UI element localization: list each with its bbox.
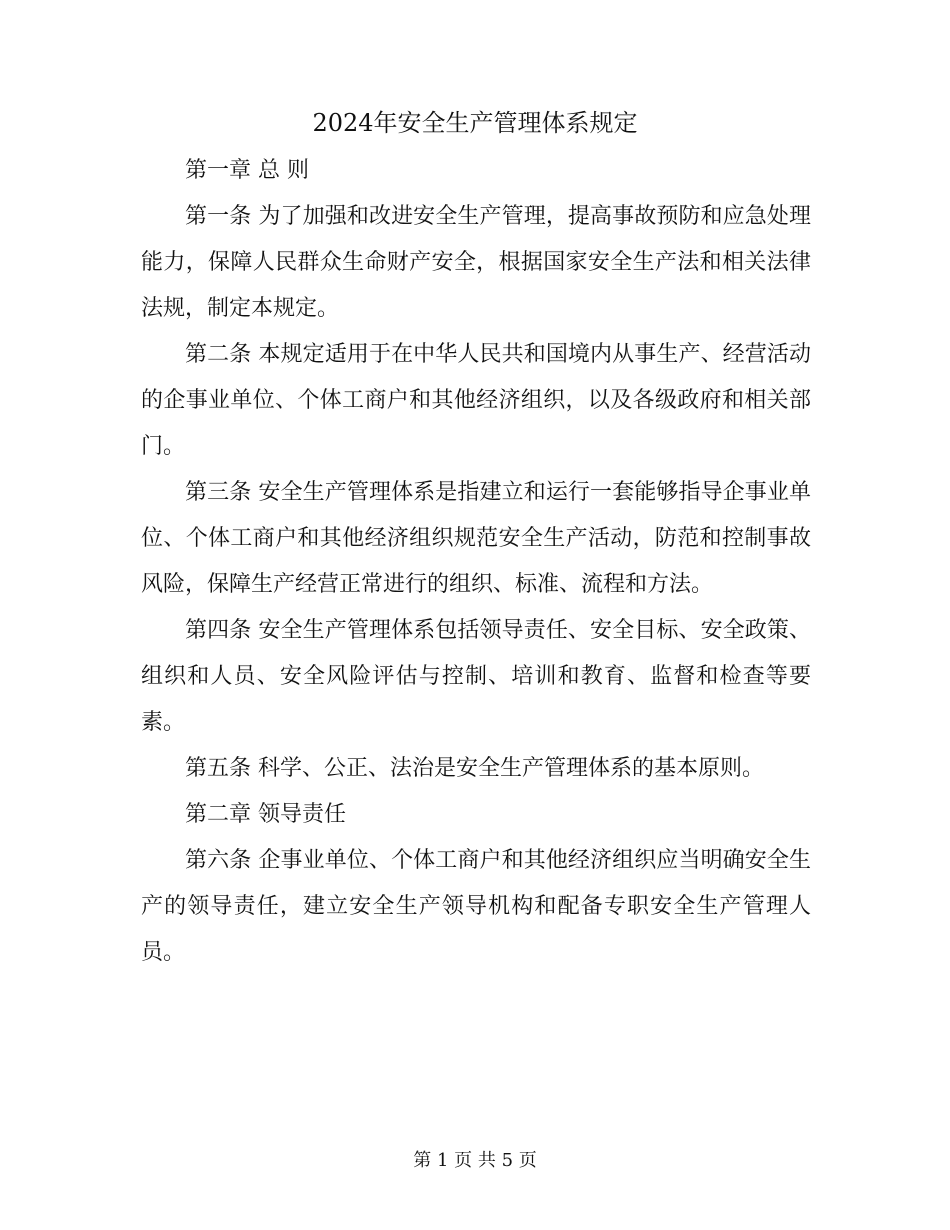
page-title: 2024年安全生产管理体系规定 — [312, 109, 638, 137]
article-paragraph: 第四条 安全生产管理体系包括领导责任、安全目标、安全政策、组织和人员、安全风险评估与控制、培训和教育、监督和检查等要素。 — [141, 618, 811, 735]
chapter-heading: 第一章 总 则 — [185, 158, 309, 183]
article-paragraph: 第三条 安全生产管理体系是指建立和运行一套能够指导企事业单位、个体工商户和其他经济组织规范安全生产活动，防范和控制事故风险，保障生产经营正常进行的组织、标准、流程和方法。 — [141, 480, 811, 597]
article-paragraph: 第二条 本规定适用于在中华人民共和国境内从事生产、经营活动的企事业单位、个体工商户和其他经济组织，以及各级政府和相关部门。 — [141, 342, 811, 459]
document-body — [141, 148, 811, 976]
article-paragraph: 第一条 为了加强和改进安全生产管理，提高事故预防和应急处理能力，保障人民群众生命财产安全，根据国家安全生产法和相关法律法规，制定本规定。 — [141, 204, 811, 321]
article-paragraph: 第五条 科学、公正、法治是安全生产管理体系的基本原则。 — [185, 756, 764, 781]
page-number-footer: 第 1 页 共 5 页 — [413, 1150, 537, 1171]
chapter-heading: 第二章 领导责任 — [185, 802, 346, 827]
article-paragraph: 第六条 企事业单位、个体工商户和其他经济组织应当明确安全生产的领导责任，建立安全生产领导机构和配备专职安全生产管理人员。 — [141, 848, 811, 965]
